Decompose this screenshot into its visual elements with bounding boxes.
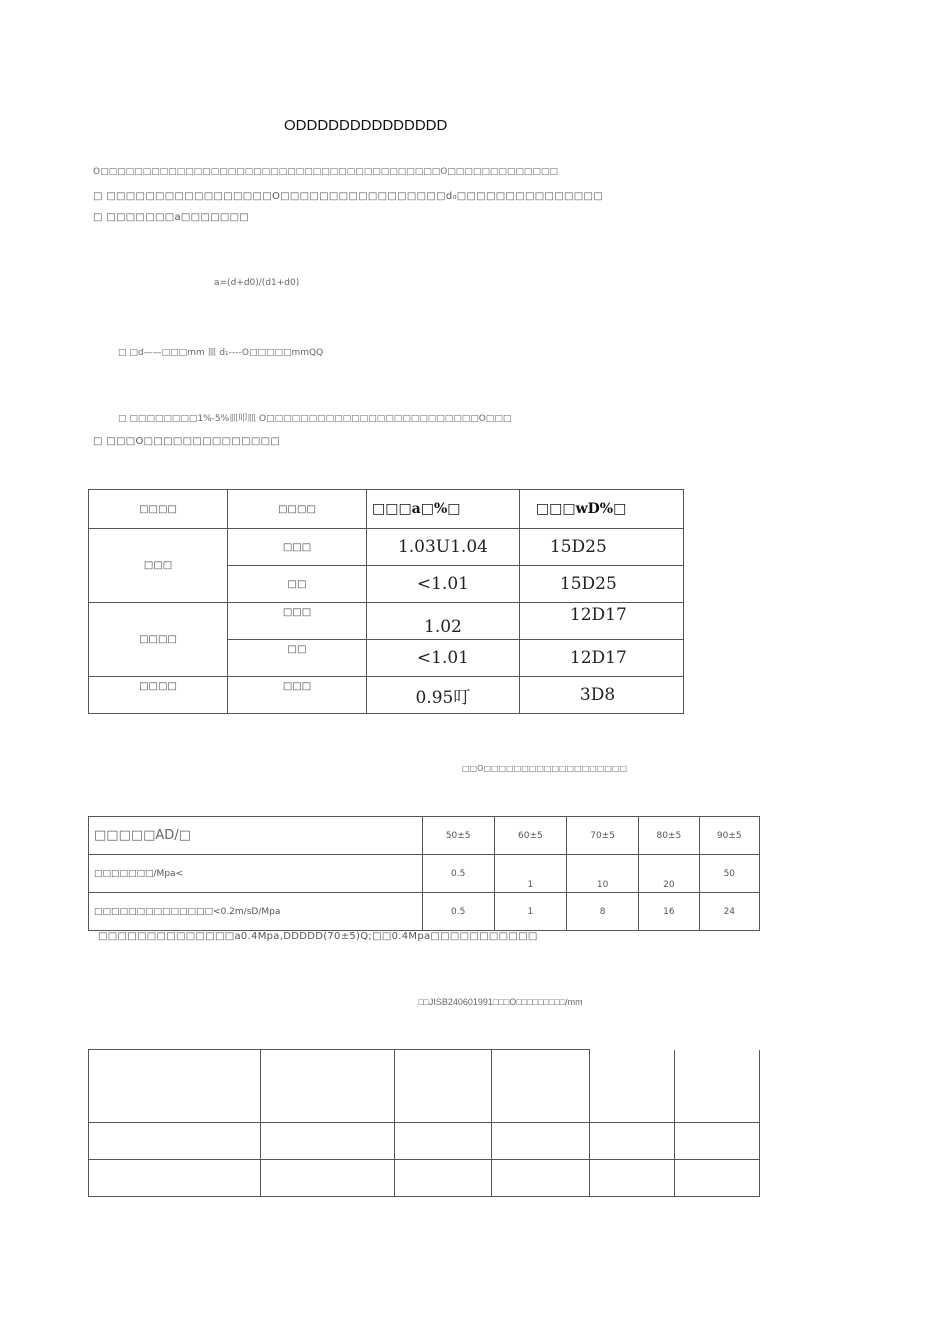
table2-column-header: 80±5 <box>639 817 699 855</box>
table1-a-value: 1.02 <box>367 603 520 640</box>
table2-row-label: □□□□□□□/Mpa< <box>89 855 423 893</box>
document-title: ODDDDDDDDDDDDDD <box>284 117 448 134</box>
formula: a=(d+d0)/(d1+d0) <box>214 278 300 288</box>
note-2: □ □□□□□□□□1%-5%皿叩皿 O□□□□□□□□□□□□□□□□□□□□□□□□□O□□□ <box>118 414 512 424</box>
table1-sub: □□ <box>228 640 367 677</box>
table1-sub: □□□ <box>228 603 367 640</box>
ratio-table <box>88 489 684 714</box>
table2-cell: 1 <box>494 893 566 931</box>
table3-cell <box>260 1160 394 1197</box>
table3-cell <box>89 1160 261 1197</box>
table3-cell <box>675 1050 760 1123</box>
table3-cell <box>492 1123 590 1160</box>
table1-w-value: 15D25 <box>519 529 683 566</box>
table1-group: □□□□ <box>89 603 228 677</box>
table2-cell: 0.5 <box>422 893 494 931</box>
table2-column-header: 60±5 <box>494 817 566 855</box>
table1-sub: □□ <box>228 566 367 603</box>
table2-cell: 10 <box>566 855 638 893</box>
table3-caption: □□JISB240601991□□□O□□□□□□□□□/mm <box>418 997 583 1007</box>
table1-a-value: <1.01 <box>367 566 520 603</box>
table1-header: □□□a□%□ <box>367 490 520 529</box>
table2-footnote: □□□□□□□□□□□□□□a0.4Mpa,DDDDD(70±5)Q;□□0.4Mpa□□□□□□□□□□□ <box>98 931 538 942</box>
table1-group: □□□ <box>89 529 228 603</box>
table2-column-header: 90±5 <box>699 817 759 855</box>
table2-header-label: □□□□□AD/□ <box>89 817 423 855</box>
table3-cell <box>394 1160 492 1197</box>
table3-cell <box>89 1050 261 1123</box>
table1-w-value: 12D17 <box>519 640 683 677</box>
table1-sub: □□□ <box>228 677 367 714</box>
table2-cell: 1 <box>494 855 566 893</box>
table1-a-value: 0.95叮 <box>367 677 520 714</box>
table1-w-value: 15D25 <box>519 566 683 603</box>
list-item-1: □ □□□□□□□□□□□□□□□□□O□□□□□□□□□□□□□□□□□d₀□□□□□□□□□□□□□□□ <box>93 191 604 202</box>
table1-group: □□□□ <box>89 677 228 714</box>
table1-a-value: 1.03U1.04 <box>367 529 520 566</box>
table2-cell: 0.5 <box>422 855 494 893</box>
table3-cell <box>590 1123 675 1160</box>
list-item-2: □ □□□□□□□a□□□□□□□ <box>93 212 250 223</box>
table3-cell <box>492 1160 590 1197</box>
table2-cell: 16 <box>639 893 699 931</box>
list-item-3: □ □□□O□□□□□□□□□□□□□□ <box>93 436 281 447</box>
table2-caption: □□O□□□□□□□□□□□□□□□□□□□ <box>462 764 628 773</box>
table2-cell: 24 <box>699 893 759 931</box>
note-1: □ □d——□□□mm 皿 d₁----O□□□□□mmQQ <box>118 348 324 358</box>
table1-header: □□□□ <box>89 490 228 529</box>
table2-cell: 8 <box>566 893 638 931</box>
table3-cell <box>260 1050 394 1123</box>
table1-w-value: 12D17 <box>519 603 683 640</box>
table2-row-label: □□□□□□□□□□□□□□<0.2m/sD/Mpa <box>89 893 423 931</box>
table1-header: □□□□ <box>228 490 367 529</box>
table3-cell <box>394 1050 492 1123</box>
table3-cell <box>675 1160 760 1197</box>
table2-column-header: 50±5 <box>422 817 494 855</box>
table1-sub: □□□ <box>228 529 367 566</box>
jis-table <box>88 1049 760 1197</box>
table3-cell <box>394 1123 492 1160</box>
table3-cell <box>675 1123 760 1160</box>
table1-w-value: 3D8 <box>519 677 683 714</box>
table3-cell <box>492 1050 590 1123</box>
table3-cell <box>260 1123 394 1160</box>
table3-cell <box>590 1050 675 1123</box>
table3-cell <box>590 1160 675 1197</box>
table1-a-value: <1.01 <box>367 640 520 677</box>
table1-header: □□□wD%□ <box>519 490 683 529</box>
table2-cell: 50 <box>699 855 759 893</box>
table3-cell <box>89 1123 261 1160</box>
intro-line: O□□□□□□□□□□□□□□□□□□□□□□□□□□□□□□□□□□□□□□□□O□□□□□□□□□□□□□ <box>93 167 558 177</box>
pressure-table <box>88 816 760 931</box>
table2-cell: 20 <box>639 855 699 893</box>
table2-column-header: 70±5 <box>566 817 638 855</box>
